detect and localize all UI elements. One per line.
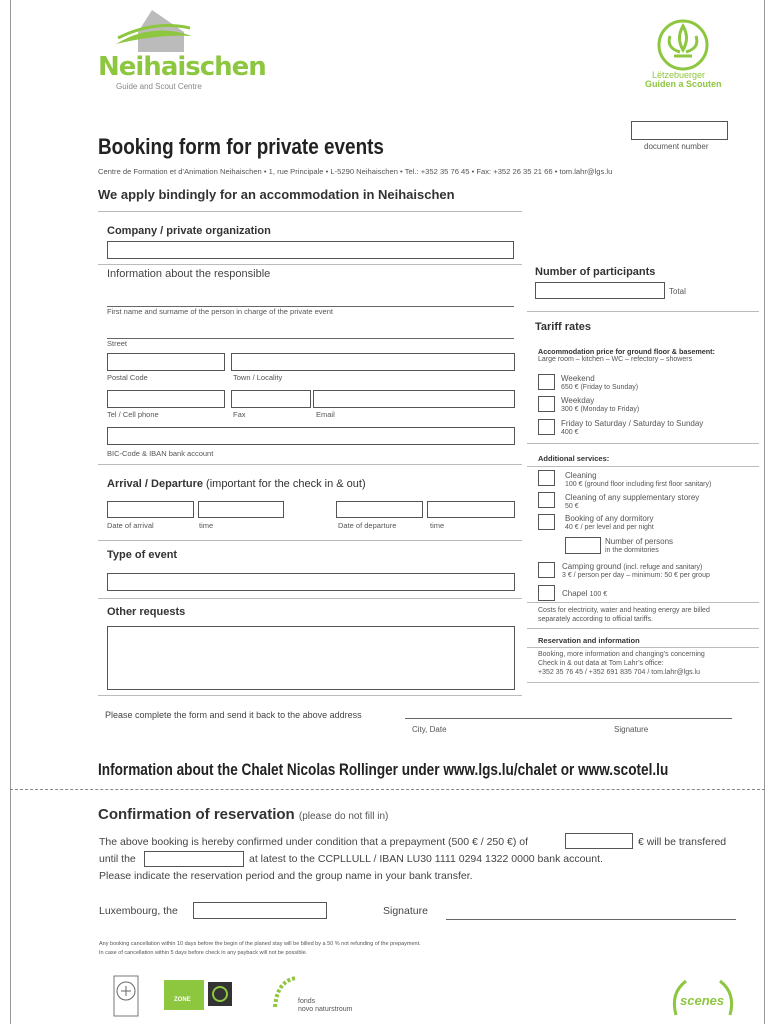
cleaning-detail: 100 € (ground floor including first floor sanitary) xyxy=(565,481,712,488)
other-requests-label: Other requests xyxy=(107,606,186,618)
other-requests-textarea[interactable] xyxy=(107,626,515,690)
footer-note-1: Any booking cancellation within 10 days before the begin of the planed stay will be billed by a 50 % not refunding of the prepayment. xyxy=(99,941,421,947)
participants-input[interactable] xyxy=(535,282,665,299)
chapel-price: 100 € xyxy=(589,591,608,598)
fonds-line-2: novo naturstroum xyxy=(298,1006,353,1013)
certification-seal-icon xyxy=(113,975,139,1017)
reservation-line-2: Check in & out data at Tom Lahr’s office: xyxy=(538,660,664,667)
accom-title: Accommodation price for ground floor & basement: xyxy=(538,347,715,356)
confirm-line-2b: at latest to the CCPLLULL / IBAN LU30 1111 0294 1322 0000 bank account. xyxy=(249,853,603,865)
weekend-price: 650 € (Friday to Sunday) xyxy=(561,384,639,391)
cleaning-name: Cleaning xyxy=(565,471,597,480)
confirmation-heading xyxy=(98,806,388,823)
confirm-line-3: Please indicate the reservation period and the group name in your bank transfer. xyxy=(99,870,473,882)
chalet-info: Information about the Chalet Nicolas Rollinger under www.lgs.lu/chalet or www.scotel.lu xyxy=(98,760,669,779)
camping-price: 3 € / person per day – minimum: 50 € per group xyxy=(562,572,710,579)
fax-label: Fax xyxy=(233,410,246,419)
email-label: Email xyxy=(316,410,335,419)
accom-sub: Large room – kitchen – WC – refectory – showers xyxy=(538,356,693,363)
chapel-checkbox[interactable] xyxy=(538,585,555,601)
confirmation-title: Confirmation of reservation xyxy=(98,806,295,823)
camping-checkbox[interactable] xyxy=(538,562,555,578)
costs-note-2: separately according to official tariffs. xyxy=(538,616,653,623)
arrival-note: (important for the check in & out) xyxy=(206,478,366,490)
fairtrade-icon xyxy=(208,982,232,1006)
departure-date-input[interactable] xyxy=(336,501,423,518)
tel-input[interactable] xyxy=(107,390,225,408)
chapel-label: Chapel xyxy=(562,589,588,598)
bic-label: BIC-Code & IBAN bank account xyxy=(107,449,214,458)
luxembourg-label: Luxembourg, the xyxy=(99,905,178,917)
confirm-date-input[interactable] xyxy=(193,902,327,919)
reservation-line-3: +352 35 76 45 / +352 691 835 704 / tom.lahr@lgs.lu xyxy=(538,669,701,676)
weekday-name: Weekday xyxy=(561,396,595,405)
weekend-checkbox[interactable] xyxy=(538,374,555,390)
signature-label: Signature xyxy=(614,725,649,734)
camping-note: (incl. refuge and sanitary) xyxy=(623,564,703,571)
confirmation-note: (please do not fill in) xyxy=(298,811,389,822)
type-event-label: Type of event xyxy=(107,549,178,561)
departure-time-label: time xyxy=(430,521,445,530)
responsible-title: Information about the responsible xyxy=(107,268,271,280)
weekend-name: Weekend xyxy=(561,374,595,383)
fonds-arc-icon xyxy=(272,975,298,1011)
departure-time-input[interactable] xyxy=(427,501,515,518)
costs-note-1: Costs for electricity, water and heating energy are billed xyxy=(538,607,710,614)
persons-input[interactable] xyxy=(565,537,601,554)
arrival-date-input[interactable] xyxy=(107,501,194,518)
confirm-line-1a: The above booking is hereby confirmed under condition that a prepayment (500 € / 250 €) of xyxy=(99,836,529,848)
fairtrade-zone-logo xyxy=(164,980,204,1010)
arrival-time-label: time xyxy=(199,521,214,530)
camping-name: Camping ground xyxy=(562,562,622,571)
reservation-line-1: Booking, more information and changing’s concerning xyxy=(538,651,705,658)
confirm-signature-label: Signature xyxy=(383,905,428,917)
fonds-line-1: fonds xyxy=(298,998,316,1005)
departure-date-label: Date of departure xyxy=(338,521,397,530)
persons-label: Number of persons xyxy=(605,537,674,546)
bic-input[interactable] xyxy=(107,427,515,445)
lgs-line2: Guiden a Scouten xyxy=(645,79,722,89)
company-label: Company / private organization xyxy=(107,225,271,237)
scenes-logo-text: scenes xyxy=(680,993,725,1008)
dormitory-name: Booking of any dormitory xyxy=(565,514,654,523)
lgs-line1: Lëtzebuerger xyxy=(652,70,706,80)
chapel-line xyxy=(562,589,607,598)
fri-sat-checkbox[interactable] xyxy=(538,419,555,435)
persons-sub: in the dormitories xyxy=(605,547,659,554)
page-title: Booking form for private events xyxy=(98,134,384,159)
confirm-line-2a: until the xyxy=(99,853,136,865)
until-date-input[interactable] xyxy=(144,851,244,867)
camping-line xyxy=(562,562,702,571)
type-event-input[interactable] xyxy=(107,573,515,591)
address-line: Centre de Formation et d’Animation Neihaischen • 1, rue Principale • L-5290 Neihaischen • Tel.: +352 35 76 45 • Fax: +352 26 35 21 66 • tom.lahr@lgs.lu xyxy=(98,167,613,176)
neihaischen-house-icon xyxy=(112,8,194,54)
dormitory-detail: 40 € / per level and per night xyxy=(565,524,654,531)
name-label: First name and surname of the person in charge of the private event xyxy=(107,307,333,316)
arrival-title: Arrival / Departure xyxy=(107,478,203,490)
logo-name: Neihaischen xyxy=(98,52,266,82)
participants-total-label: Total xyxy=(669,287,686,296)
storey-detail: 50 € xyxy=(565,503,579,510)
town-input[interactable] xyxy=(231,353,515,371)
fri-sat-name: Friday to Saturday / Saturday to Sunday xyxy=(561,419,704,428)
footer-note-2: In case of cancellation within 5 days before check in any payback will not be possible. xyxy=(99,950,308,956)
tel-label: Tel / Cell phone xyxy=(107,410,159,419)
arrival-heading xyxy=(107,478,366,490)
tariff-title: Tariff rates xyxy=(535,321,592,333)
complete-text: Please complete the form and send it back to the above address xyxy=(105,710,362,720)
fairtrade-zone-label: ZONE xyxy=(174,997,191,1003)
prepayment-input[interactable] xyxy=(565,833,633,849)
storey-name: Cleaning of any supplementary storey xyxy=(565,493,700,502)
logo-subtitle: Guide and Scout Centre xyxy=(116,82,202,91)
company-input[interactable] xyxy=(107,241,514,259)
fri-sat-price: 400 € xyxy=(561,429,579,436)
weekday-price: 300 € (Monday to Friday) xyxy=(561,406,640,413)
cleaning-checkbox[interactable] xyxy=(538,470,555,486)
town-label: Town / Locality xyxy=(233,373,283,382)
additional-title: Additional services: xyxy=(538,454,610,463)
arrival-time-input[interactable] xyxy=(198,501,284,518)
fleur-de-lis-icon xyxy=(656,18,710,72)
confirm-line-1b: € will be transfered xyxy=(638,836,727,848)
dormitory-checkbox[interactable] xyxy=(538,514,555,530)
fax-input[interactable] xyxy=(231,390,311,408)
arrival-date-label: Date of arrival xyxy=(107,521,154,530)
postal-label: Postal Code xyxy=(107,373,148,382)
street-label: Street xyxy=(107,339,128,348)
reservation-title: Reservation and information xyxy=(538,636,640,645)
document-number-label: document number xyxy=(644,142,709,151)
apply-heading: We apply bindingly for an accommodation in Neihaischen xyxy=(98,187,455,202)
document-number-box[interactable] xyxy=(631,121,728,140)
participants-title: Number of participants xyxy=(535,266,656,278)
postal-code-input[interactable] xyxy=(107,353,225,371)
weekday-checkbox[interactable] xyxy=(538,396,555,412)
email-input[interactable] xyxy=(313,390,515,408)
city-date-label: City, Date xyxy=(412,725,447,734)
storey-checkbox[interactable] xyxy=(538,492,555,508)
